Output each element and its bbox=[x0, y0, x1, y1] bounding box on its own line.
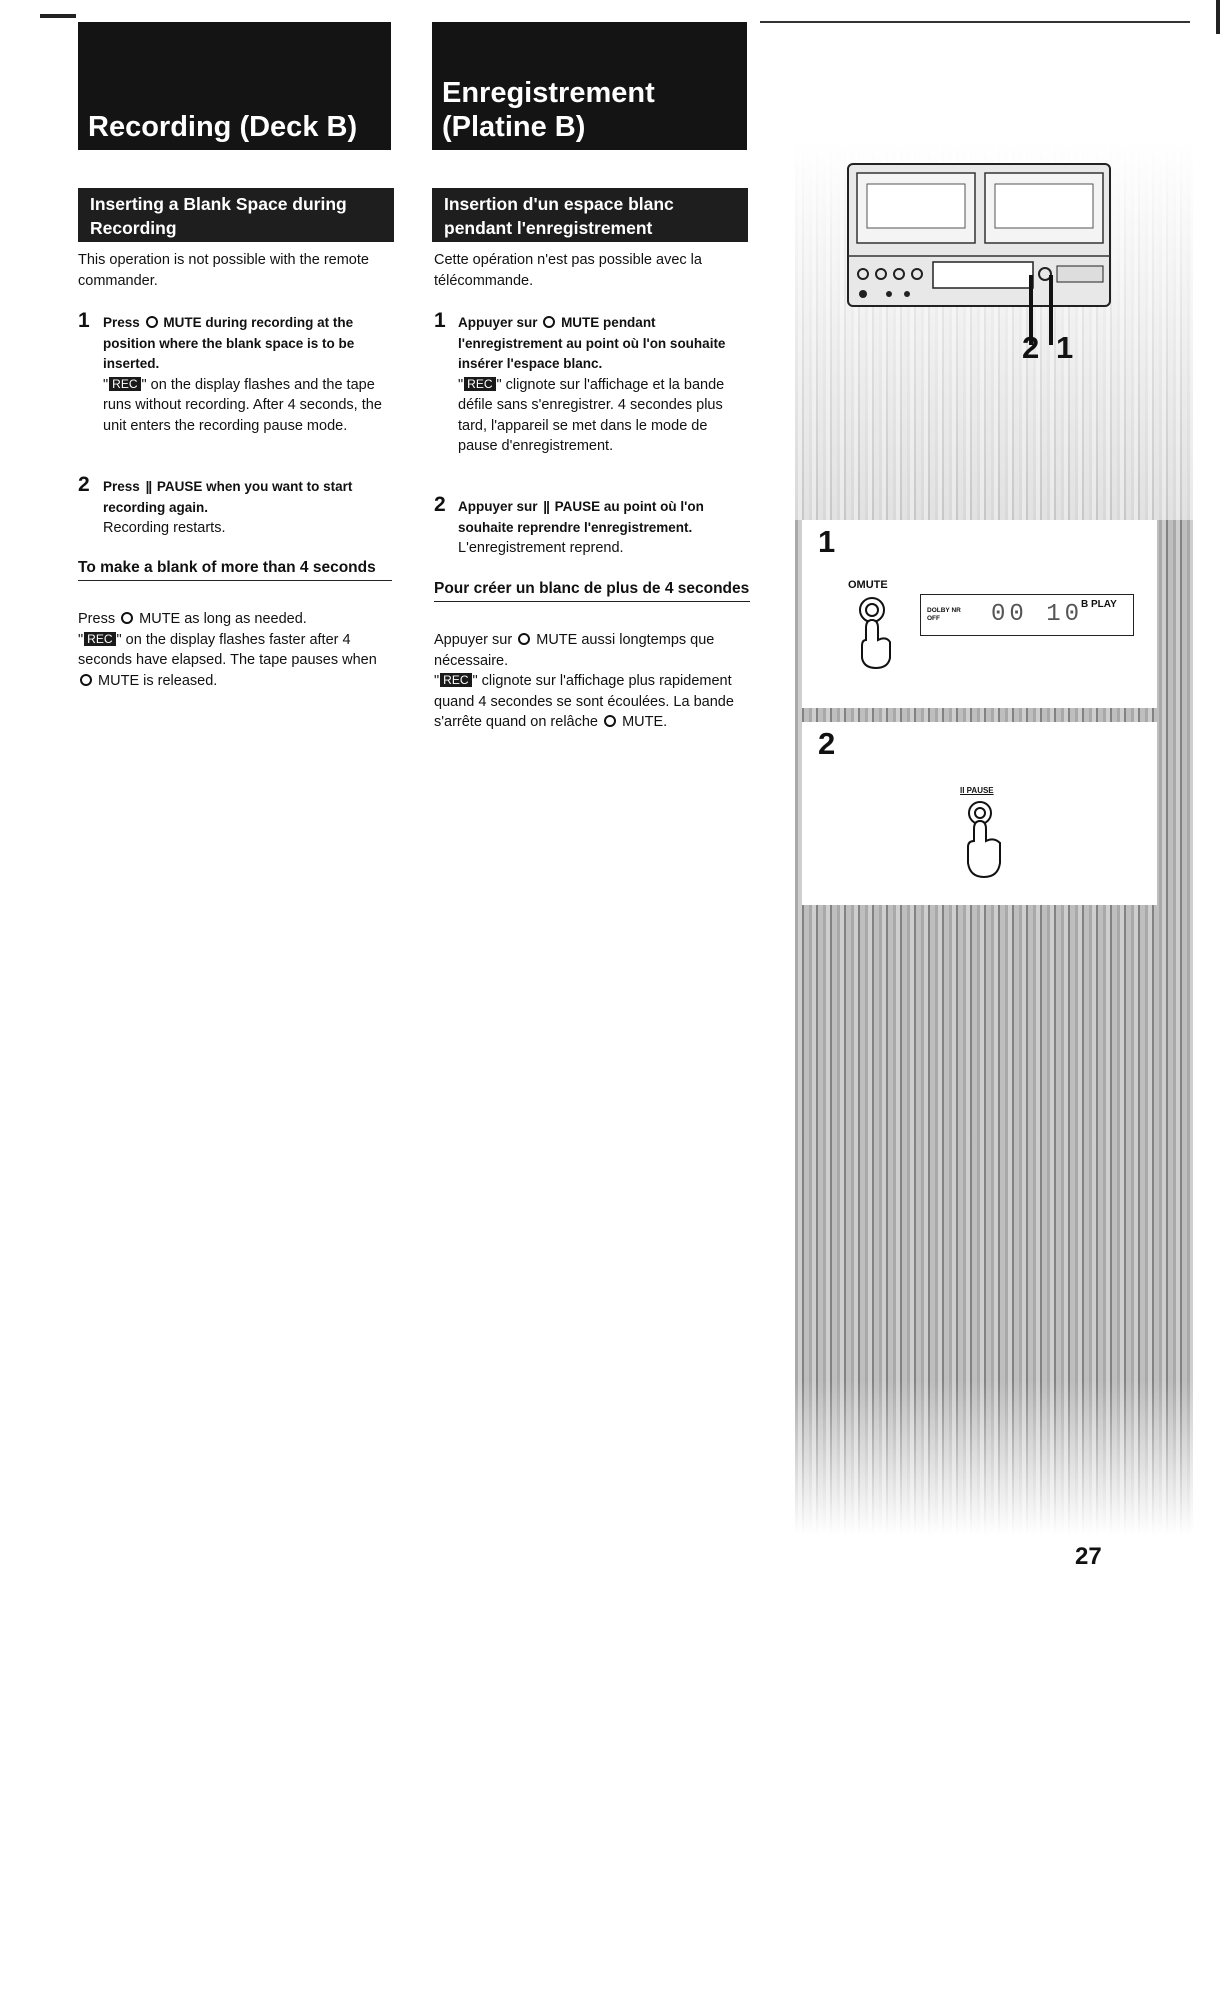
step-instruction: Appuyer sur || PAUSE au point où l'on souhaite reprendre l'enregistrement. bbox=[458, 499, 704, 535]
step-instruction: Press MUTE during recording at the position where the blank space is to be inserted. bbox=[103, 315, 355, 371]
pause-icon: || bbox=[543, 499, 549, 514]
display-status: B PLAY bbox=[1081, 599, 1117, 610]
section-title-en: Inserting a Blank Space during Recording bbox=[78, 188, 394, 242]
right-edge-mark bbox=[1216, 0, 1220, 34]
step-1-en bbox=[78, 309, 390, 436]
rec-indicator: REC bbox=[464, 377, 495, 391]
mute-circle-icon bbox=[121, 612, 133, 624]
mute-button-label: OMUTE bbox=[848, 579, 888, 591]
scan-mark bbox=[40, 14, 76, 18]
subheading-fr: Pour créer un blanc de plus de 4 secondes bbox=[434, 578, 750, 602]
mute-circle-icon bbox=[604, 715, 616, 727]
step-number: 1 bbox=[434, 309, 446, 332]
step-1-fr bbox=[434, 309, 744, 457]
step-2-en bbox=[78, 473, 390, 539]
page-number: 27 bbox=[1075, 1543, 1102, 1570]
display-counter: 00 10 bbox=[991, 601, 1084, 628]
step-instruction: Appuyer sur MUTE pendant l'enregistrement au point où l'on souhaite insérer l'espace blanc. bbox=[458, 315, 726, 371]
panel-1-number: 1 bbox=[818, 524, 836, 559]
section-title-fr: Insertion d'un espace blanc pendant l'enregistrement bbox=[432, 188, 748, 242]
callout-1: 1 bbox=[1056, 330, 1074, 365]
callout-2: 2 bbox=[1022, 330, 1040, 365]
intro-en: This operation is not possible with the remote commander. bbox=[78, 252, 369, 289]
page-title-fr-text: Enregistrement (Platine B) bbox=[442, 77, 655, 143]
rec-indicator: REC bbox=[84, 632, 115, 646]
mute-circle-icon bbox=[543, 316, 555, 328]
pause-icon: || bbox=[145, 479, 152, 494]
subtext-en: Press MUTE as long as needed. " REC " on the display flashes faster after 4 seconds have elapsed. The tape pauses when MUTE is released. bbox=[78, 611, 377, 689]
display-panel bbox=[920, 594, 1134, 636]
mute-circle-icon bbox=[80, 674, 92, 686]
subtext-fr: Appuyer sur MUTE aussi longtemps que nécessaire. " REC " clignote sur l'affichage plus rapidement quand 4 secondes se sont écoulées. La bande s'arrête quand on relâche MUTE. bbox=[434, 632, 734, 730]
step-number: 2 bbox=[434, 493, 446, 516]
page-title-en-text: Recording (Deck B) bbox=[88, 111, 358, 143]
pause-button-press-illustration bbox=[958, 797, 1014, 881]
step-number: 1 bbox=[78, 309, 90, 332]
mute-circle-icon bbox=[146, 316, 158, 328]
step-description: " REC " on the display flashes and the tape runs without recording. After 4 seconds, the unit enters the recording pause mode. bbox=[103, 376, 382, 434]
page-title-fr bbox=[432, 22, 747, 150]
display-dolby-label: DOLBY NR OFF bbox=[927, 607, 961, 622]
subheading-en: To make a blank of more than 4 seconds bbox=[78, 557, 392, 581]
step-description: " REC " clignote sur l'affichage et la bande défile sans s'enregistrer. 4 secondes plus tard, l'appareil se met dans le mode de pause d'enregistrement. bbox=[458, 376, 725, 454]
step-number: 2 bbox=[78, 473, 90, 496]
rec-indicator: REC bbox=[440, 673, 471, 687]
step-2-fr bbox=[434, 493, 744, 559]
pause-button-label: II PAUSE bbox=[960, 786, 994, 795]
intro-fr: Cette opération n'est pas possible avec la télécommande. bbox=[434, 252, 702, 289]
step-instruction: Press || PAUSE when you want to start recording again. bbox=[103, 479, 353, 515]
mute-circle-icon bbox=[518, 633, 530, 645]
step-description: Recording restarts. bbox=[103, 520, 226, 536]
page-title-en bbox=[78, 22, 391, 150]
top-rule bbox=[760, 21, 1190, 23]
cassette-deck-illustration bbox=[845, 160, 1115, 360]
figure-fade-bottom bbox=[795, 1380, 1193, 1535]
rec-indicator: REC bbox=[109, 377, 140, 391]
step-description: L'enregistrement reprend. bbox=[458, 540, 624, 556]
mute-button-press-illustration bbox=[852, 592, 902, 672]
panel-2-number: 2 bbox=[818, 726, 836, 761]
